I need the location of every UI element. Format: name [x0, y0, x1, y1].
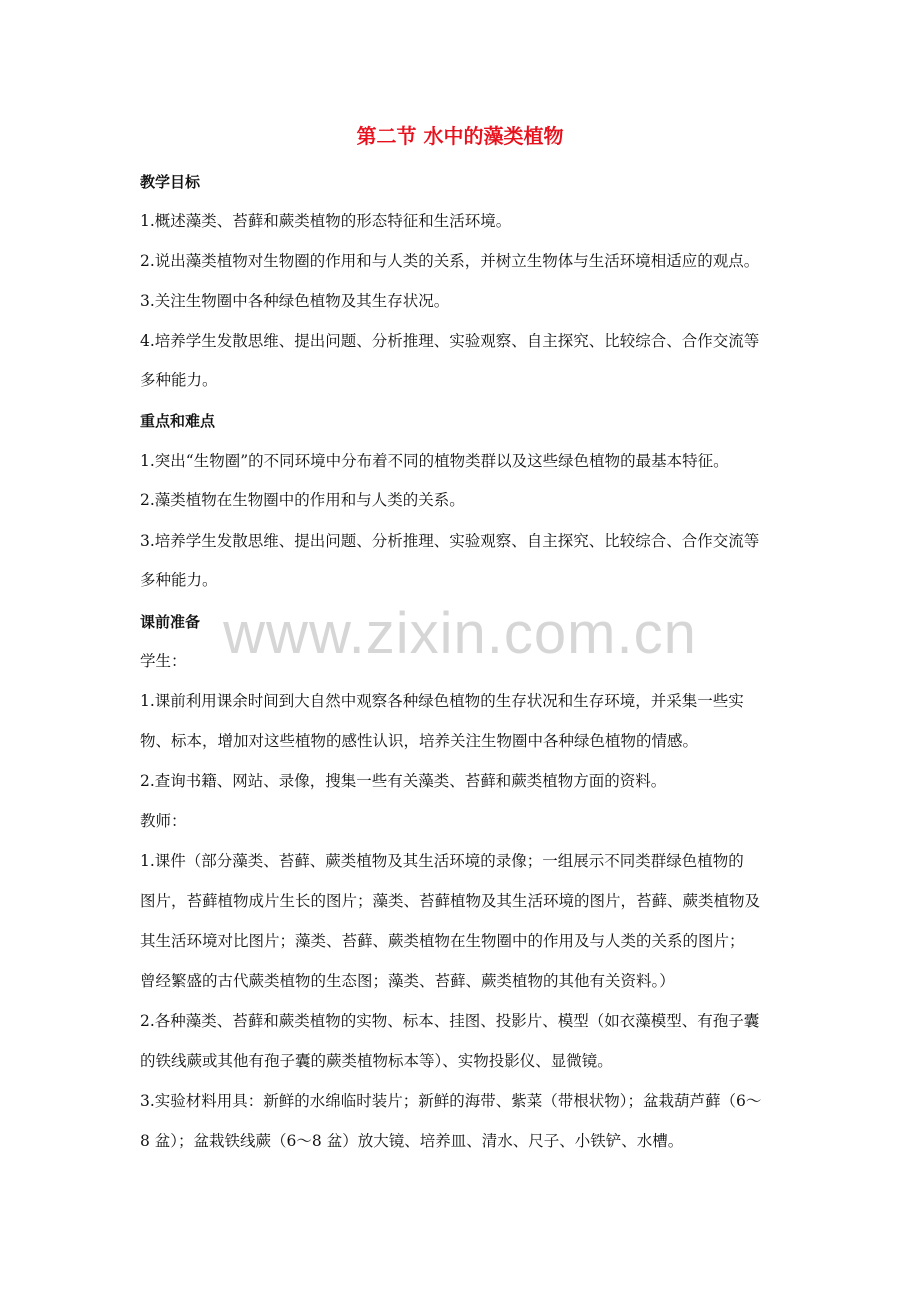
student-line: 物、标本，增加对这些植物的感性认识，培养关注生物圈中各种绿色植物的情感。 — [140, 732, 699, 750]
section-heading-preparation: 课前准备 — [140, 613, 201, 631]
objective-line: 多种能力。 — [140, 371, 218, 389]
objective-line: 1.概述藻类、苔藓和蕨类植物的形态特征和生活环境。 — [140, 212, 512, 230]
section-heading-objectives: 教学目标 — [140, 173, 201, 191]
keypoint-line: 2.藻类植物在生物圈中的作用和与人类的关系。 — [140, 491, 465, 509]
teacher-line: 图片，苔藓植物成片生长的图片；藻类、苔藓植物及其生活环境的图片，苔藓、蕨类植物及 — [140, 892, 761, 910]
teacher-line: 其生活环境对比图片；藻类、苔藓、蕨类植物在生物圈中的作用及与人类的关系的图片； — [140, 932, 745, 950]
section-heading-keypoints: 重点和难点 — [140, 412, 216, 430]
objective-line: 4.培养学生发散思维、提出问题、分析推理、实验观察、自主探究、比较综合、合作交流等 — [140, 332, 760, 350]
teacher-line: 2.各种藻类、苔藓和蕨类植物的实物、标本、挂图、投影片、模型（如衣藻模型、有孢子囊 — [140, 1012, 760, 1030]
watermark: www.zixin.com.cn — [223, 601, 697, 666]
teacher-line: 1.课件（部分藻类、苔藓、蕨类植物及其生活环境的录像；一组展示不同类群绿色植物的 — [140, 852, 744, 870]
student-line: 1.课前利用课余时间到大自然中观察各种绿色植物的生存状况和生存环境，并采集一些实 — [140, 692, 744, 710]
student-line: 2.查询书籍、网站、录像，搜集一些有关藻类、苔藓和蕨类植物方面的资料。 — [140, 772, 667, 790]
teacher-line: 8 盆）；盆栽铁线蕨（6～8 盆）放大镜、培养皿、清水、尺子、小铁铲、水槽。 — [140, 1132, 684, 1150]
objective-line: 2.说出藻类植物对生物圈的作用和与人类的关系，并树立生物体与生活环境相适应的观点。 — [140, 252, 760, 270]
page-title: 第二节 水中的藻类植物 — [356, 124, 564, 148]
teacher-line: 曾经繁盛的古代蕨类植物的生态图；藻类、苔藓、蕨类植物的其他有关资料。） — [140, 972, 675, 990]
keypoint-line: 多种能力。 — [140, 571, 218, 589]
keypoint-line: 3.培养学生发散思维、提出问题、分析推理、实验观察、自主探究、比较综合、合作交流等 — [140, 532, 760, 550]
student-label: 学生： — [140, 652, 187, 670]
keypoint-line: 1.突出“生物圈”的不同环境中分布着不同的植物类群以及这些绿色植物的最基本特征。 — [140, 452, 729, 470]
teacher-line: 3.实验材料用具：新鲜的水绵临时装片；新鲜的海带、紫菜（带根状物）；盆栽葫芦藓（6～ — [140, 1092, 762, 1110]
teacher-line: 的铁线蕨或其他有孢子囊的蕨类植物标本等）、实物投影仪、显微镜。 — [140, 1052, 613, 1070]
objective-line: 3.关注生物圈中各种绿色植物及其生存状况。 — [140, 292, 450, 310]
teacher-label: 教师： — [140, 812, 187, 830]
